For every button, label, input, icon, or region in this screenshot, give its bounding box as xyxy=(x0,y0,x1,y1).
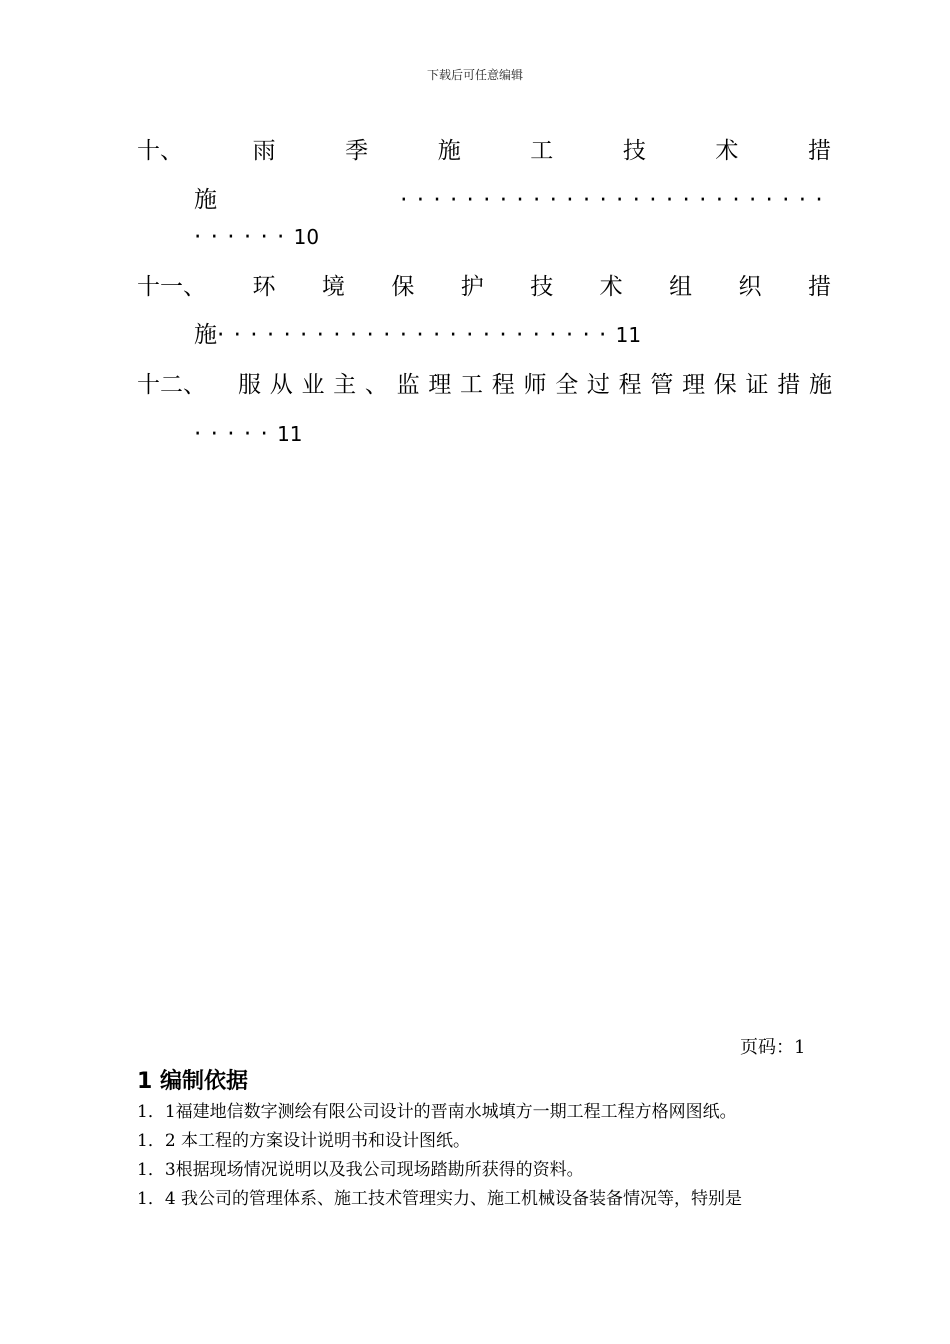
toc-item-10-page-line[interactable] xyxy=(194,222,319,252)
toc-char: 施 xyxy=(437,138,461,164)
toc-char: 保 xyxy=(713,372,737,398)
toc-char: 主 xyxy=(333,372,357,398)
toc-leader-dots: ························ xyxy=(217,322,616,348)
toc-char: 理 xyxy=(682,372,706,398)
toc-page-number: 11 xyxy=(277,422,303,446)
toc-page-number: 10 xyxy=(293,225,320,249)
toc-leader-dots: ·························· xyxy=(400,187,832,213)
toc-char: 程 xyxy=(491,372,515,398)
toc-char: 保 xyxy=(391,274,415,300)
toc-prefix: 十、 xyxy=(137,138,183,164)
toc-char: 技 xyxy=(622,138,646,164)
toc-char: 环 xyxy=(252,274,276,300)
toc-char: 护 xyxy=(460,274,484,300)
body-line: 1．3根据现场情况说明以及我公司现场踏勘所获得的资料。 xyxy=(137,1160,584,1180)
toc-char: 理 xyxy=(428,372,452,398)
toc-item-10-title[interactable] xyxy=(137,136,831,166)
toc-item-11-continuation[interactable] xyxy=(194,320,641,350)
toc-char: 师 xyxy=(523,372,547,398)
toc-char: 业 xyxy=(301,372,325,398)
page-number: 页码：1 xyxy=(740,1037,806,1058)
toc-char: 从 xyxy=(269,372,293,398)
toc-char: 织 xyxy=(738,274,762,300)
toc-char: 施 xyxy=(808,372,832,398)
toc-item-12-page-line[interactable] xyxy=(194,419,303,449)
section-heading: 1 编制依据 xyxy=(137,1069,248,1094)
toc-leader-dots: ····· xyxy=(194,421,278,447)
toc-leader-dots: ······ xyxy=(194,224,294,250)
body-line: 1．2 本工程的方案设计说明书和设计图纸。 xyxy=(137,1131,471,1151)
toc-char: 措 xyxy=(807,274,831,300)
body-line: 1．4 我公司的管理体系、施工技术管理实力、施工机械设备装备情况等，特别是 xyxy=(137,1189,743,1209)
header-note: 下载后可任意编辑 xyxy=(426,68,523,82)
toc-char: 术 xyxy=(715,138,739,164)
toc-char: 监 xyxy=(396,372,420,398)
toc-char: 雨 xyxy=(252,138,276,164)
toc-char: 境 xyxy=(321,274,345,300)
toc-char: 工 xyxy=(530,138,554,164)
toc-prefix: 十二、 xyxy=(137,372,206,398)
toc-char: 全 xyxy=(555,372,579,398)
toc-char: 管 xyxy=(650,372,674,398)
toc-cont-text: 施 xyxy=(194,322,217,348)
toc-item-10-continuation[interactable] xyxy=(194,185,832,215)
toc-char: 服 xyxy=(238,372,261,398)
toc-item-12-prefix[interactable] xyxy=(137,370,206,400)
toc-char: 措 xyxy=(807,138,831,164)
toc-item-11-title[interactable] xyxy=(137,272,831,302)
toc-char: 、 xyxy=(364,372,388,398)
toc-char: 证 xyxy=(745,372,769,398)
toc-char: 组 xyxy=(669,274,693,300)
toc-prefix: 十一、 xyxy=(137,274,206,300)
toc-char: 技 xyxy=(530,274,554,300)
toc-char: 过 xyxy=(586,372,610,398)
body-line: 1．1福建地信数字测绘有限公司设计的晋南水城填方一期工程工程方格网图纸。 xyxy=(137,1102,737,1122)
toc-cont-text: 施 xyxy=(194,187,217,213)
toc-item-12-title[interactable] xyxy=(238,370,832,400)
toc-char: 程 xyxy=(618,372,642,398)
toc-page-number: 11 xyxy=(615,323,642,347)
toc-char: 工 xyxy=(460,372,484,398)
toc-char: 季 xyxy=(345,138,369,164)
toc-char: 措 xyxy=(777,372,801,398)
toc-char: 术 xyxy=(599,274,623,300)
